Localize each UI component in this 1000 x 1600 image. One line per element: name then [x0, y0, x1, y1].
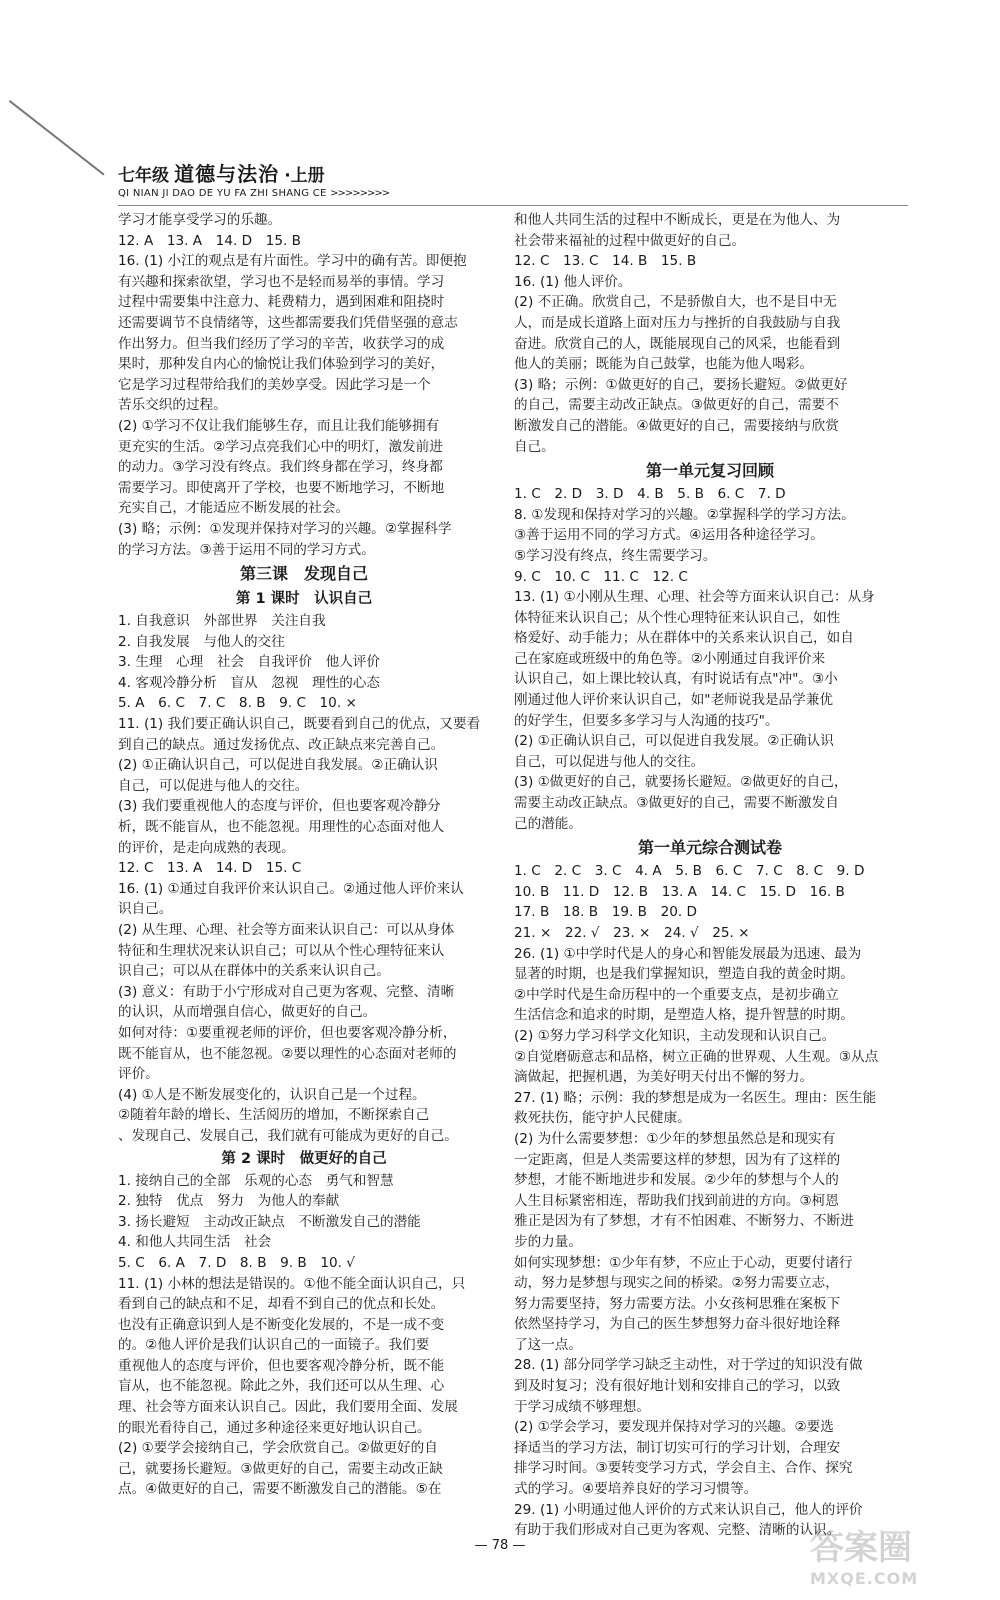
answer-line: (2) ①正确认识自己，可以促进自我发展。②正确认识: [514, 733, 834, 750]
answer-line: 的学习方法。③善于运用不同的学习方式。: [118, 541, 375, 558]
answer-line: 他人的美丽；既能为自己鼓掌，也能为他人喝彩。: [514, 356, 814, 373]
answer-line: (2) ①正确认识自己，可以促进自我发展。②正确认识: [118, 757, 438, 774]
answer-line: 10. B 11. D 12. B 13. A 14. C 15. D 16. B: [514, 883, 845, 900]
header-subject: 道德与法治: [174, 162, 280, 186]
answer-line: 作出努力。但当我们经历了学习的辛苦，收获学习的成: [118, 335, 445, 352]
answer-line: 人生目标紧密相连，帮助我们找到前进的方向。③柯恩: [514, 1192, 839, 1209]
watermark-url: MXQE.COM: [810, 1569, 919, 1588]
answer-line: 显著的时期，也是我们掌握知识，塑造自我的黄金时期。: [514, 966, 854, 983]
answer-line: 12. C 13. C 14. B 15. B: [514, 253, 697, 270]
answer-line: 盲从，也不能忽视。除此之外，我们还可以从生理、心: [118, 1378, 445, 1395]
answer-line: 4. 和他人共同生活 社会: [118, 1234, 272, 1251]
answer-line: 识自己。: [118, 901, 173, 918]
answer-line: 己在家庭或班级中的角色等。②小刚通过自我评价来: [514, 650, 826, 667]
answer-line: 21. × 22. √ 23. × 24. √ 25. ×: [514, 925, 750, 941]
right-answer-column: [514, 210, 906, 1541]
answer-line: 自己。: [514, 438, 555, 455]
answer-line: 刚通过他人评价来认识自己，如"老师说我是品学兼优: [514, 692, 833, 709]
answer-line: 果时，那种发自内心的愉悦让我们体验到学习的美好，: [118, 356, 445, 373]
answer-line: 的认识，从而增强自信心，做更好的自己。: [118, 1004, 377, 1021]
answer-line: 特征和生理状况来认识自己；可以从个性心理特征来认: [118, 942, 445, 959]
answer-line: ②中学时代是生命历程中的一个重要支点，是初步确立: [514, 986, 839, 1003]
answer-line: 3. 扬长避短 主动改正缺点 不断激发自己的潜能: [118, 1213, 421, 1230]
answer-line: 4. 客观冷静分析 盲从 忽视 理性的心态: [118, 674, 380, 691]
answer-line: 更充实的生活。②学习点亮我们心中的明灯，激发前进: [118, 438, 443, 455]
header-pinyin: QI NIAN JI DAO DE YU FA ZHI SHANG CE: [118, 188, 327, 199]
answer-line: 重视他人的态度与评价，但也要客观冷静分析，既不能: [118, 1357, 445, 1374]
answer-line: 16. (1) 小江的观点是有片面性。学习中的确有苦。即便抱: [118, 253, 467, 270]
answer-line: 、发现自己、发展自己，我们就有可能成为更好的自己。: [118, 1127, 458, 1144]
watermark: [810, 1520, 980, 1590]
answer-line: 格爱好、动手能力；从在群体中的关系来认识自己，如自: [514, 630, 854, 647]
answer-line: 过程中需要集中注意力、耗费精力，遇到困难和阻挠时: [118, 294, 445, 311]
answer-line: (2) ①努力学习科学文化知识，主动发现和认识自己。: [514, 1027, 836, 1044]
answer-line: (3) 意义：有助于小宁形成对自己更为客观、完整、清晰: [118, 983, 455, 1000]
header-arrows: >>>>>>>>: [330, 188, 390, 199]
left-answer-column: [118, 210, 490, 1500]
answer-line: ③善于运用不同的学习方式。④运用各种途径学习。: [514, 527, 824, 544]
answer-line: (2) 为什么需要梦想：①少年的梦想虽然总是和现实有: [514, 1130, 836, 1147]
answer-line: 理、社会等方面来认识自己。因此，我们要用全面、发展: [118, 1399, 458, 1416]
answer-line: 步的力量。: [514, 1233, 582, 1250]
answer-line: 到自己的缺点。通过发扬优点、改正缺点来完善自己。: [118, 736, 445, 753]
answer-line: 自己，可以促进与他人的交往。: [514, 753, 705, 770]
answer-line: 27. (1) 略；示例：我的梦想是成为一名医生。理由：医生能: [514, 1089, 877, 1106]
answer-line: 如何实现梦想：①少年有梦，不应止于心动，更要付诸行: [514, 1254, 853, 1271]
answer-line: 式的学习。④要培养良好的学习习惯等。: [514, 1481, 758, 1498]
answer-line: 认识自己，如上课比较认真，有时说话有点"冲"。③小: [514, 671, 838, 688]
answer-line: (3) 我们要重视他人的态度与评价，但也要客观冷静分: [118, 798, 441, 815]
answer-line: 自己，可以促进与他人的交往。: [118, 777, 309, 794]
header-pinyin-row: [118, 188, 908, 199]
answer-line: 到及时复习；没有很好地计划和安排自己的学习，以致: [514, 1378, 841, 1395]
answer-line: 充实自己，才能适应不断发展的社会。: [118, 500, 350, 517]
answer-line: 依然坚持学习，为自己的医生梦想努力奋斗很好地诠释: [514, 1316, 841, 1333]
answer-line: 救死扶伤，能守护人民健康。: [514, 1110, 691, 1127]
page-number: — 78 —: [474, 1538, 526, 1553]
answer-line: 既不能盲从，也不能忽视。②要以理性的心态面对老师的: [118, 1045, 457, 1062]
answer-line: 1. 接纳自己的全部 乐观的心态 勇气和智慧: [118, 1172, 394, 1189]
answer-line: 它是学习过程带给我们的美妙享受。因此学习是一个: [118, 376, 431, 393]
answer-line: 如何对待：①要重视老师的评价，但也要客观冷静分析，: [118, 1024, 457, 1041]
answer-line: 一定距离，但是人类需要这样的梦想，因为有了这样的: [514, 1151, 841, 1168]
answer-line: 3. 生理 心理 社会 自我评价 他人评价: [118, 654, 380, 671]
answer-line: 1. C 2. C 3. C 4. A 5. B 6. C 7. C 8. C 9. D: [514, 863, 865, 880]
answer-line: 29. (1) 小明通过他人评价的方式来认识自己，他人的评价: [514, 1501, 863, 1518]
answer-line: 16. (1) ①通过自我评价来认识自己。②通过他人评价来认: [118, 880, 464, 897]
answer-line: 努力需要坚持，努力需要方法。小女孩柯思雅在案板下: [514, 1295, 841, 1312]
answer-line: 滴做起，把握机遇，为美好明天付出不懈的努力。: [514, 1069, 814, 1086]
answer-line: 13. (1) ①小刚从生理、心理、社会等方面来认识自己：从身: [514, 589, 875, 606]
decorative-diagonal-line: [9, 100, 105, 175]
answer-line: 5. A 6. C 7. C 8. B 9. C 10. ×: [118, 695, 357, 712]
answer-line: 奋进。欣赏自己的人，既能展现自己的风采，也能看到: [514, 335, 841, 352]
answer-line: 雅正是因为有了梦想，才有不怕困难、不断努力、不断进: [514, 1213, 854, 1230]
answer-line: 点。④做更好的自己，需要不断激发自己的潜能。⑤在: [118, 1481, 442, 1498]
section-heading: 第三课 发现自己: [239, 564, 368, 584]
header-grade: 七年级: [118, 166, 169, 186]
answer-line: 己，就要扬长避短。③做更好的自己，需要主动改正缺: [118, 1460, 443, 1477]
answer-line: 16. (1) 他人评价。: [514, 273, 632, 290]
answer-line: (3) 略；示例：①做更好的自己，要扬长避短。②做更好: [514, 376, 848, 393]
answer-line: (2) ①学习不仅让我们能够生存，而且让我们能够拥有: [118, 417, 440, 434]
answer-line: 社会带来福祉的过程中做更好的自己。: [514, 232, 746, 249]
answer-line: 动，努力是梦想与现实之间的桥梁。②努力需要立志，: [514, 1275, 839, 1292]
answer-line: (3) ①做更好的自己，就要扬长避短。②做更好的自己，: [514, 774, 848, 791]
answer-line: 于学习成绩不够理想。: [514, 1398, 650, 1415]
answer-line: 还需要调节不良情绪等，这些都需要我们凭借坚强的意志: [118, 314, 458, 331]
answer-line: 识自己；可以从在群体中的关系来认识自己。: [118, 963, 390, 980]
answer-line: 和他人共同生活的过程中不断成长，更是在为他人、为: [514, 212, 841, 228]
answer-line: 择适当的学习方法，制订切实可行的学习计划，合理安: [514, 1439, 841, 1456]
answer-line: 17. B 18. B 19. B 20. D: [514, 904, 697, 921]
section-heading: 第一单元复习回顾: [645, 461, 774, 481]
answer-line: (2) 不正确。欣赏自己，不是骄傲自大，也不是目中无: [514, 294, 837, 311]
answer-line: 有兴趣和探索欲望，学习也不是轻而易举的事情。学习: [118, 273, 445, 290]
answer-line: 12. C 13. A 14. D 15. C: [118, 860, 302, 877]
answer-line: 的眼光看待自己，通过多种途径来更好地认识自己。: [118, 1419, 431, 1436]
answer-line: 11. (1) 小林的想法是错误的。①他不能全面认识自己，只: [118, 1275, 466, 1292]
answer-line: 8. ①发现和保持对学习的兴趣。②掌握科学的学习方法。: [514, 506, 855, 523]
answer-line: (3) 略；示例：①发现并保持对学习的兴趣。②掌握科学: [118, 520, 452, 537]
answer-line: 的。②他人评价是我们认识自己的一面镜子。我们要: [118, 1337, 430, 1354]
answer-line: 2. 独特 优点 努力 为他人的奉献: [118, 1193, 340, 1210]
answer-line: 也没有正确意识到人是不断变化发展的，不是一成不变: [118, 1316, 445, 1333]
answer-line: (2) ①要学会接纳自己，学会欣赏自己。②做更好的自: [118, 1440, 438, 1457]
answer-line: 12. A 13. A 14. D 15. B: [118, 232, 301, 249]
answer-line: 己的潜能。: [514, 815, 582, 832]
answer-line: 的动力。③学习没有终点。我们终身都在学习，终身都: [118, 459, 443, 476]
answer-line: 2. 自我发展 与他人的交往: [118, 633, 285, 650]
answer-line: ⑤学习没有终点，终生需要学习。: [514, 547, 717, 564]
section-heading: 第 2 课时 做更好的自己: [221, 1150, 387, 1167]
answer-line: (2) ①学会学习，要发现并保持对学习的兴趣。②要选: [514, 1419, 834, 1436]
answer-line: ②自觉磨砺意志和品格，树立正确的世界观、人生观。③从点: [514, 1048, 879, 1065]
answer-line: 看到自己的缺点和不足，却看不到自己的优点和长处。: [118, 1296, 445, 1313]
answer-line: 5. C 6. A 7. D 8. B 9. B 10. √: [118, 1254, 355, 1271]
answer-line: 需要主动改正缺点。③做更好的自己，需要不断激发自: [514, 795, 839, 812]
answer-line: 的好学生，但要多多学习与人沟通的技巧"。: [514, 712, 779, 729]
answer-line: 的评价，是走向成熟的表现。: [118, 839, 295, 856]
answer-line: 学习才能享受学习的乐趣。: [118, 212, 282, 228]
answer-line: (2) 从生理、心理、社会等方面来认识自己：可以从身体: [118, 922, 455, 938]
answer-line: 28. (1) 部分同学学习缺乏主动性，对于学过的知识没有做: [514, 1357, 863, 1374]
answer-line: 生活信念和追求的时期，是塑造人格，提升智慧的时期。: [514, 1007, 854, 1024]
answer-line: 评价。: [118, 1066, 159, 1083]
answer-line: 的自己，需要主动改正缺点。③做更好的自己，需要不: [514, 397, 839, 414]
answer-line: 体特征来认识自己；从个性心理特征来认识自己，如性: [514, 609, 841, 626]
section-heading: 第一单元综合测试卷: [637, 838, 782, 858]
section-heading: 第 1 课时 认识自己: [235, 591, 373, 608]
answer-line: 11. (1) 我们要正确认识自己，既要看到自己的优点，又要看: [118, 716, 481, 733]
header-title: [118, 158, 908, 187]
answer-line: 排学习时间。③要转变学习方式，学会自主、合作、探究: [514, 1460, 853, 1477]
answer-line: 析，既不能盲从，也不能忽视。用理性的心态面对他人: [118, 819, 445, 836]
header-volume: ·上册: [284, 166, 325, 186]
answer-line: 苦乐交织的过程。: [118, 397, 227, 414]
answer-line: ②随着年龄的增长、生活阅历的增加，不断探索自己: [118, 1107, 430, 1124]
answer-line: 人，而是成长道路上面对压力与挫折的自我鼓励与自我: [514, 314, 841, 331]
answer-line: 梦想，才能不断地进步和发展。②少年的梦想与个人的: [514, 1172, 839, 1189]
answer-line: 1. C 2. D 3. D 4. B 5. B 6. C 7. D: [514, 486, 786, 503]
answer-line: (4) ①人是不断发展变化的，认识自己是一个过程。: [118, 1086, 426, 1103]
answer-line: 了这一点。: [514, 1336, 582, 1353]
watermark-logo: 答案圈: [810, 1528, 912, 1568]
answer-line: 有助于我们形成对自己更为客观、完整、清晰的认识。: [514, 1522, 841, 1539]
answer-line: 1. 自我意识 外部世界 关注自我: [118, 613, 326, 630]
answer-line: 9. C 10. C 11. C 12. C: [514, 568, 688, 585]
answer-line: 26. (1) ①中学时代是人的身心和智能发展最为迅速、最为: [514, 945, 862, 962]
header-rule: [118, 205, 908, 206]
page-header: [118, 158, 908, 199]
answer-line: 需要学习。即使离开了学校，也要不断地学习，不断地: [118, 479, 445, 496]
answer-line: 断激发自己的潜能。④做更好的自己，需要接纳与欣赏: [514, 417, 839, 434]
